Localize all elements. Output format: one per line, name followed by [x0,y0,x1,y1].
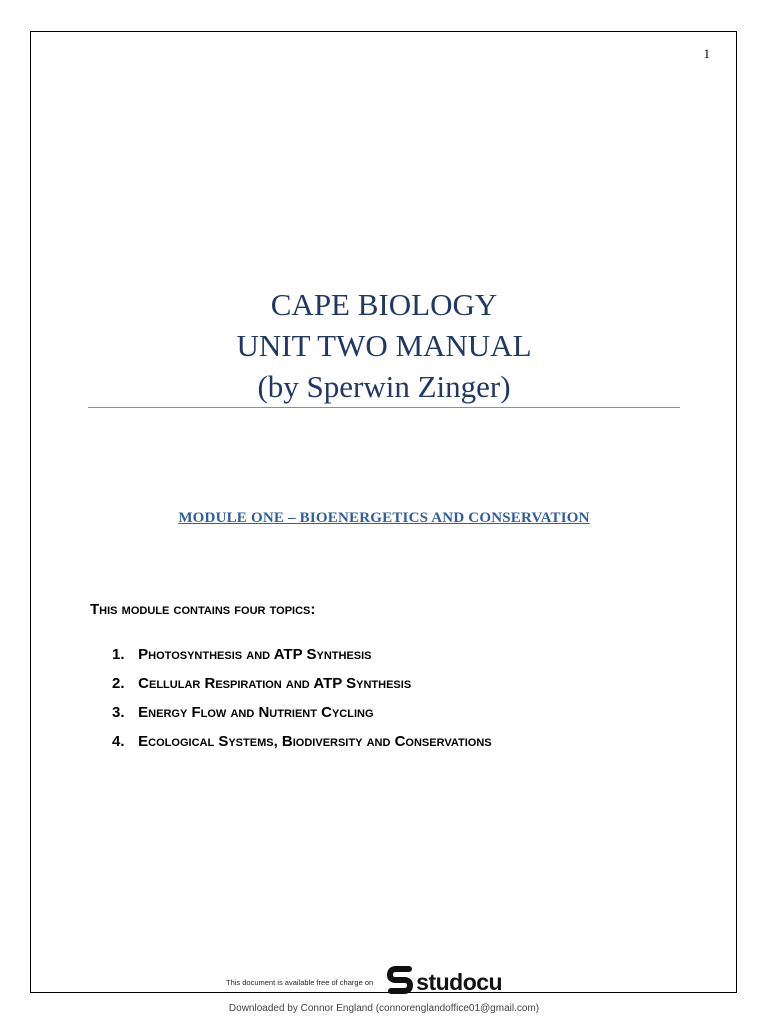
topic-list [112,640,492,756]
studocu-logo-icon [387,965,413,1000]
module-intro: This module contains four topics: [90,601,316,618]
studocu-footer [226,967,502,997]
topic-label: Cellular Respiration and ATP Synthesis [138,675,412,692]
topic-label: Photosynthesis and ATP Synthesis [138,646,372,663]
topic-number: 4. [112,733,125,750]
topic-number: 3. [112,704,125,721]
topic-number: 1. [112,646,125,663]
document-title [88,284,680,407]
studocu-logo[interactable] [387,965,502,1000]
title-line-3: (by Sperwin Zinger) [257,369,511,404]
topic-number: 2. [112,675,125,692]
studocu-wordmark: studocu [416,968,503,995]
availability-note: This document is available free of charge on [226,977,374,987]
download-attribution: Downloaded by Connor England (connorenglandoffice01@gmail.com) [228,1003,540,1014]
title-line-2: UNIT TWO MANUAL [236,328,532,363]
topic-item [112,698,492,727]
title-underline-rule [88,407,680,408]
topic-item [112,640,492,669]
topic-label: Ecological Systems, Biodiversity and Conservations [138,733,492,750]
topic-item [112,669,492,698]
module-heading: MODULE ONE – BIOENERGETICS AND CONSERVATION [178,510,590,526]
topic-item [112,727,492,756]
page-number: 1 [703,46,710,61]
topic-label: Energy Flow and Nutrient Cycling [138,704,374,721]
title-line-1: CAPE BIOLOGY [270,287,498,322]
